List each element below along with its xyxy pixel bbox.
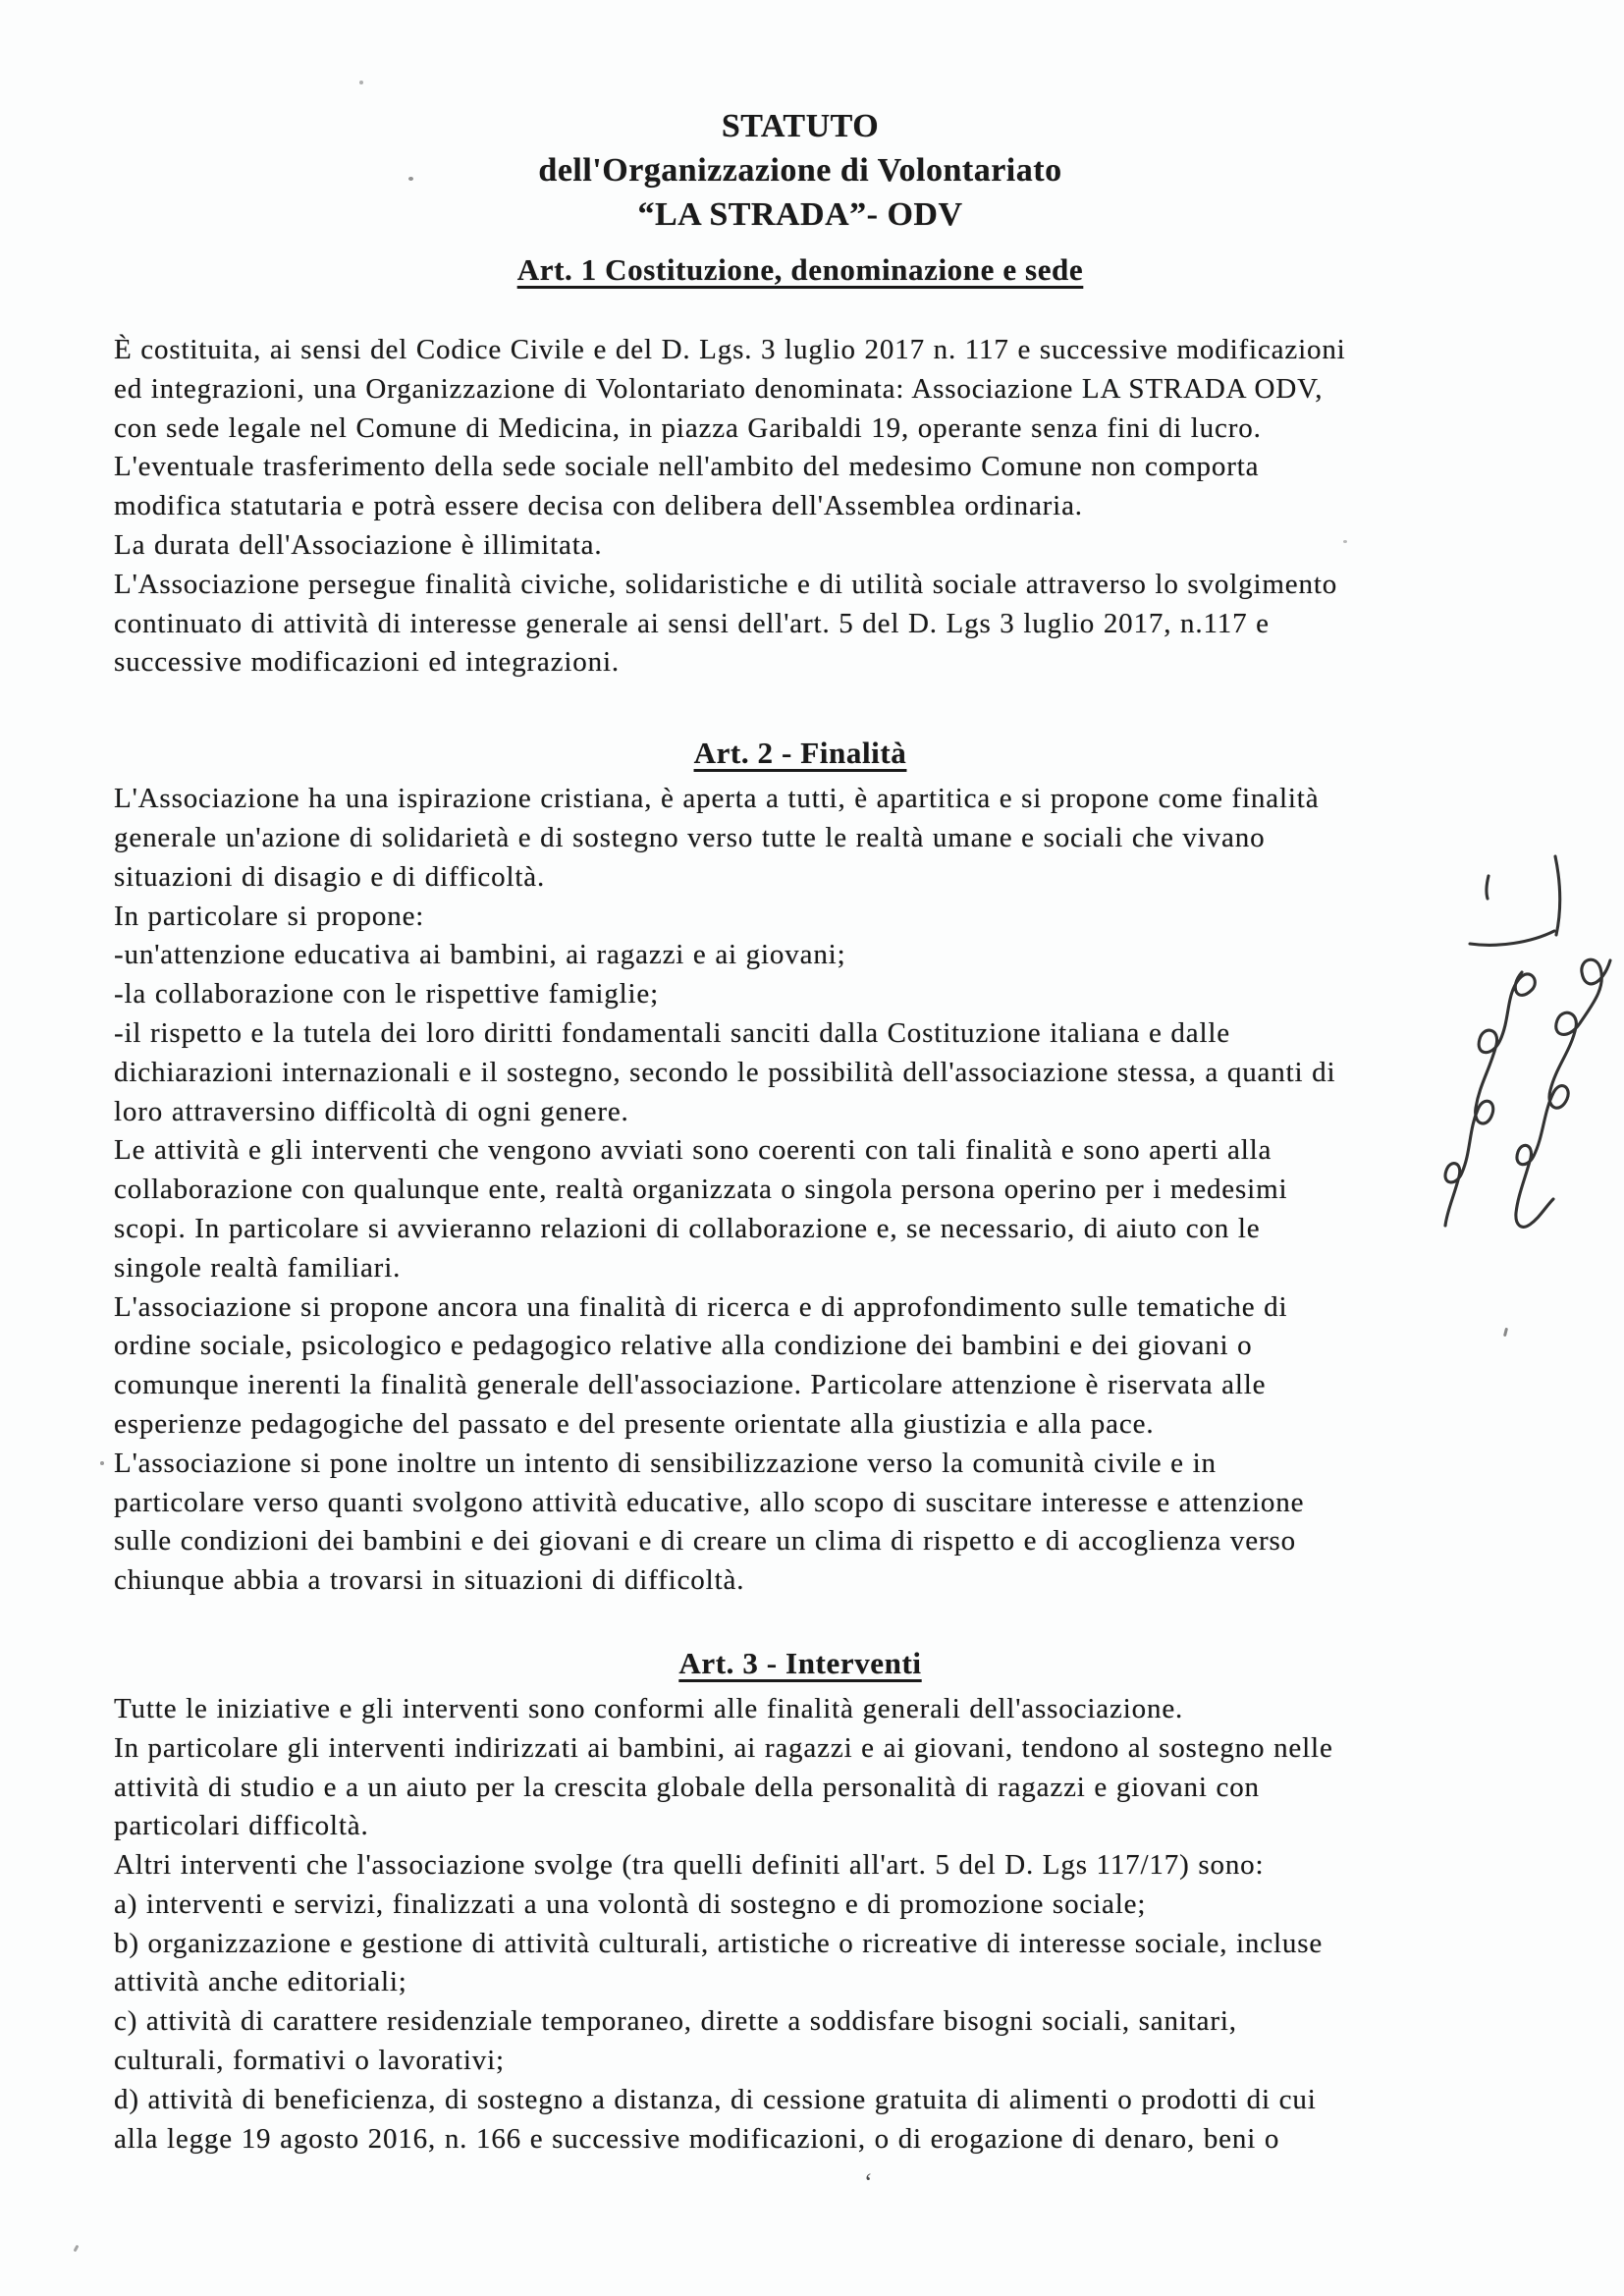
text-line: alla legge 19 agosto 2016, n. 166 e successive modificazioni, o di erogazione di denaro, beni o (114, 2122, 1280, 2155)
title-line-1: STATUTO (721, 108, 880, 144)
text-line: Tutte le iniziative e gli interventi sono conformi alle finalità generali dell'associazione. (114, 1692, 1184, 1724)
text-line: attività di studio e a un aiuto per la crescita globale della personalità di ragazzi e giovani con (114, 1771, 1260, 1803)
text-line: con sede legale nel Comune di Medicina, in piazza Garibaldi 19, operante senza fini di lucro. (114, 411, 1262, 444)
text-line: attività anche editoriali; (114, 1966, 407, 1998)
text-line: L'associazione si propone ancora una finalità di ricerca e di approfondimento sulle tematiche di (114, 1290, 1288, 1323)
scan-speck (74, 2245, 80, 2253)
stray-quote-mark: ‘ (864, 2168, 873, 2197)
text-line: In particolare gli interventi indirizzati ai bambini, ai ragazzi e ai giovani, tendono al sostegno nelle (114, 1731, 1333, 1764)
article-heading: Art. 1 Costituzione, denominazione e sede (516, 252, 1084, 287)
text-line: -un'attenzione educativa ai bambini, ai ragazzi e ai giovani; (114, 939, 846, 971)
text-line: La durata dell'Associazione è illimitata. (114, 528, 603, 561)
text-line: chiunque abbia a trovarsi in situazioni di difficoltà. (114, 1564, 745, 1597)
text-line: particolari difficoltà. (114, 1810, 369, 1842)
text-line: collaborazione con qualunque ente, realtà organizzata o singola persona operino per i medesimi (114, 1174, 1288, 1206)
article-heading: Art. 2 - Finalità (693, 736, 907, 771)
text-line: -la collaborazione con le rispettive famiglie; (114, 978, 660, 1011)
signature-bracket-vertical (1555, 856, 1560, 935)
text-line: particolare verso quanti svolgono attività educative, allo scopo di suscitare interesse e attenzione (114, 1486, 1305, 1518)
handwritten-signature (1426, 847, 1624, 1326)
text-line: Le attività e gli interventi che vengono avviati sono coerenti con tali finalità e sono aperti alla (114, 1134, 1272, 1167)
article-section (114, 1644, 1487, 2159)
text-line: successive modificazioni ed integrazioni. (114, 646, 620, 679)
text-line: dichiarazioni internazionali e il sostegno, secondo le possibilità dell'associazione stessa, a quanti di (114, 1056, 1336, 1088)
title-line-3: “LA STRADA”- ODV (637, 196, 963, 233)
title-line-2: dell'Organizzazione di Volontariato (538, 152, 1062, 189)
text-line: È costituita, ai sensi del Codice Civile e del D. Lgs. 3 luglio 2017 n. 117 e successive modificazioni (114, 334, 1346, 365)
scan-speck (1343, 540, 1347, 543)
text-line: loro attraversino difficoltà di ogni genere. (114, 1095, 629, 1127)
text-line: esperienze pedagogiche del passato e del presente orientate alla giustizia e alla pace. (114, 1407, 1155, 1440)
text-line: Altri interventi che l'associazione svolge (tra quelli definiti all'art. 5 del D. Lgs 117/17) sono: (114, 1849, 1265, 1882)
text-line: situazioni di disagio e di difficoltà. (114, 860, 546, 893)
text-line: singole realtà familiari. (114, 1251, 402, 1284)
article-section (114, 250, 1487, 683)
signature-two (1516, 959, 1610, 1227)
scan-speck (408, 177, 413, 181)
text-line: b) organizzazione e gestione di attività culturali, artistiche o ricreative di interesse sociale, incluse (114, 1927, 1324, 1959)
article-lines (114, 1690, 1487, 2159)
article-lines (114, 331, 1487, 683)
text-line: In particolare si propone: (114, 900, 425, 932)
text-line: continuato di attività di interesse generale ai sensi dell'art. 5 del D. Lgs 3 luglio 2017, n.117 e (114, 607, 1270, 639)
text-line: L'Associazione persegue finalità civiche, solidaristiche e di utilità sociale attraverso lo svolgimento (114, 568, 1338, 600)
scan-speck (359, 81, 363, 84)
document-body (114, 250, 1487, 2159)
article-lines (114, 780, 1487, 1601)
document-title (114, 104, 1487, 237)
article-heading: Art. 3 - Interventi (678, 1645, 922, 1680)
text-line: generale un'azione di solidarietà e di sostegno verso tutte le realtà umane e sociali che vivano (114, 821, 1266, 853)
text-line: sulle condizioni dei bambini e dei giovani e di creare un clima di rispetto e di accoglienza verso (114, 1525, 1296, 1558)
text-line: c) attività di carattere residenziale temporaneo, dirette a soddisfare bisogni sociali, sanitari, (114, 2005, 1237, 2038)
text-line: ordine sociale, psicologico e pedagogico relative alla condizione dei bambini e dei giovani o (114, 1330, 1253, 1362)
article-section (114, 734, 1487, 1601)
text-line: -il rispetto e la tutela dei loro diritti fondamentali sanciti dalla Costituzione italiana e dalle (114, 1016, 1230, 1049)
text-line: d) attività di beneficienza, di sostegno a distanza, di cessione gratuita di alimenti o prodotti di cui (114, 2083, 1317, 2115)
scan-speck (100, 1461, 104, 1465)
text-line: L'associazione si pone inoltre un intento di sensibilizzazione verso la comunità civile e in (114, 1447, 1217, 1479)
text-line: L'Associazione ha una ispirazione cristiana, è aperta a tutti, è apartitica e si propone come finalità (114, 783, 1320, 815)
text-line: modifica statutaria e potrà essere decisa con delibera dell'Assemblea ordinaria. (114, 490, 1083, 522)
text-line: scopi. In particolare si avvieranno relazioni di collaborazione e, se necessario, di aiuto con le (114, 1212, 1261, 1244)
text-line: comunque inerenti la finalità generale dell'associazione. Particolare attenzione è riservata alle (114, 1369, 1267, 1401)
text-line: culturali, formativi o lavorativi; (114, 2045, 505, 2077)
text-line: L'eventuale trasferimento della sede sociale nell'ambito del medesimo Comune non comporta (114, 451, 1260, 483)
signature-tick (1487, 876, 1489, 899)
text-line: ed integrazioni, una Organizzazione di Volontariato denominata: Associazione LA STRADA ODV, (114, 372, 1324, 405)
signature-bracket-horizontal (1470, 931, 1554, 945)
text-line: a) interventi e servizi, finalizzati a una volontà di sostegno e di promozione sociale; (114, 1887, 1147, 1920)
